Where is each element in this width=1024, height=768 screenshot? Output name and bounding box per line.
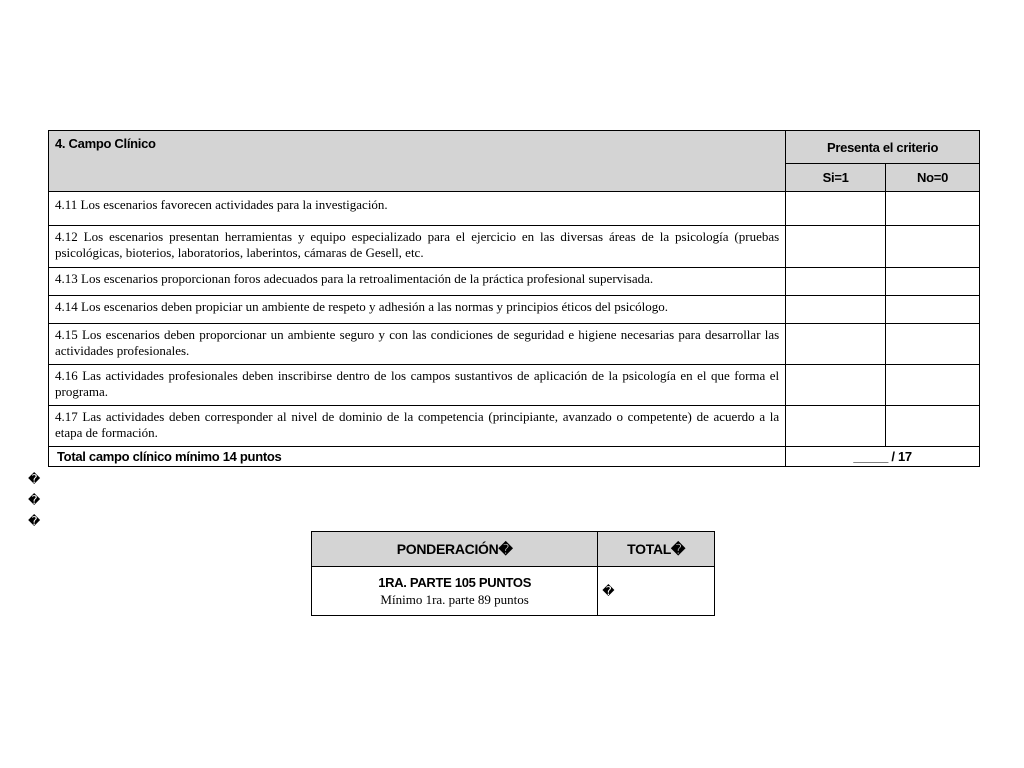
- section-title: 4. Campo Clínico: [49, 131, 786, 192]
- criterion-4-15-yes-cell[interactable]: [786, 324, 886, 365]
- part-summary-cell: [312, 567, 598, 616]
- ponderacion-header: PONDERACIÓN�: [312, 532, 598, 567]
- criterion-4-16-yes-cell[interactable]: [786, 365, 886, 406]
- criterion-4-14-yes-cell[interactable]: [786, 296, 886, 324]
- criterion-4-15: 4.15 Los escenarios deben proporcionar un ambiente seguro y con las condiciones de seguridad e higiene necesarias para desarrollar las actividades profesionales.: [49, 324, 786, 365]
- criterion-4-15-no-cell[interactable]: [886, 324, 980, 365]
- criterion-4-17-no-cell[interactable]: [886, 406, 980, 447]
- criterion-4-12-yes-cell[interactable]: [786, 226, 886, 268]
- stray-glyph-2: �: [28, 493, 41, 507]
- criterion-4-16: 4.16 Las actividades profesionales deben inscribirse dentro de los campos sustantivos de aplicación de la psicología en el que forma el programa.: [49, 365, 786, 406]
- option-no-header: No=0: [886, 164, 980, 192]
- ponderacion-table: [311, 531, 715, 616]
- stray-glyph-3: �: [28, 514, 41, 528]
- criterion-4-17-yes-cell[interactable]: [786, 406, 886, 447]
- stray-glyph-1: �: [28, 472, 41, 486]
- criterion-4-14-no-cell[interactable]: [886, 296, 980, 324]
- total-label: Total campo clínico mínimo 14 puntos: [49, 447, 786, 467]
- criterion-header: Presenta el criterio: [786, 131, 980, 164]
- total-header: TOTAL�: [598, 532, 715, 567]
- criterion-4-13: 4.13 Los escenarios proporcionan foros adecuados para la retroalimentación de la práctica profesional supervisada.: [49, 268, 786, 296]
- criterion-4-11-no-cell[interactable]: [886, 192, 980, 226]
- part-title: 1RA. PARTE 105 PUNTOS: [378, 575, 532, 590]
- campo-clinico-table: [48, 130, 980, 467]
- total-value[interactable]: _____ / 17: [786, 447, 980, 467]
- criterion-4-13-no-cell[interactable]: [886, 268, 980, 296]
- part-minimum: Mínimo 1ra. parte 89 puntos: [380, 592, 529, 607]
- option-yes-header: Si=1: [786, 164, 886, 192]
- criterion-4-13-yes-cell[interactable]: [786, 268, 886, 296]
- criterion-4-14: 4.14 Los escenarios deben propiciar un ambiente de respeto y adhesión a las normas y principios éticos del psicólogo.: [49, 296, 786, 324]
- criterion-4-12-no-cell[interactable]: [886, 226, 980, 268]
- criterion-4-16-no-cell[interactable]: [886, 365, 980, 406]
- part-total-cell[interactable]: �: [598, 567, 715, 616]
- criterion-4-17: 4.17 Las actividades deben corresponder al nivel de dominio de la competencia (principiante, avanzado o competente) de acuerdo a la etapa de formación.: [49, 406, 786, 447]
- criterion-4-12: 4.12 Los escenarios presentan herramientas y equipo especializado para el ejercicio en las diversas áreas de la psicología (pruebas psicológicas, bioterios, laboratorios, laberintos, cámaras de Gesell, etc.: [49, 226, 786, 268]
- criterion-4-11: 4.11 Los escenarios favorecen actividades para la investigación.: [49, 192, 786, 226]
- criterion-4-11-yes-cell[interactable]: [786, 192, 886, 226]
